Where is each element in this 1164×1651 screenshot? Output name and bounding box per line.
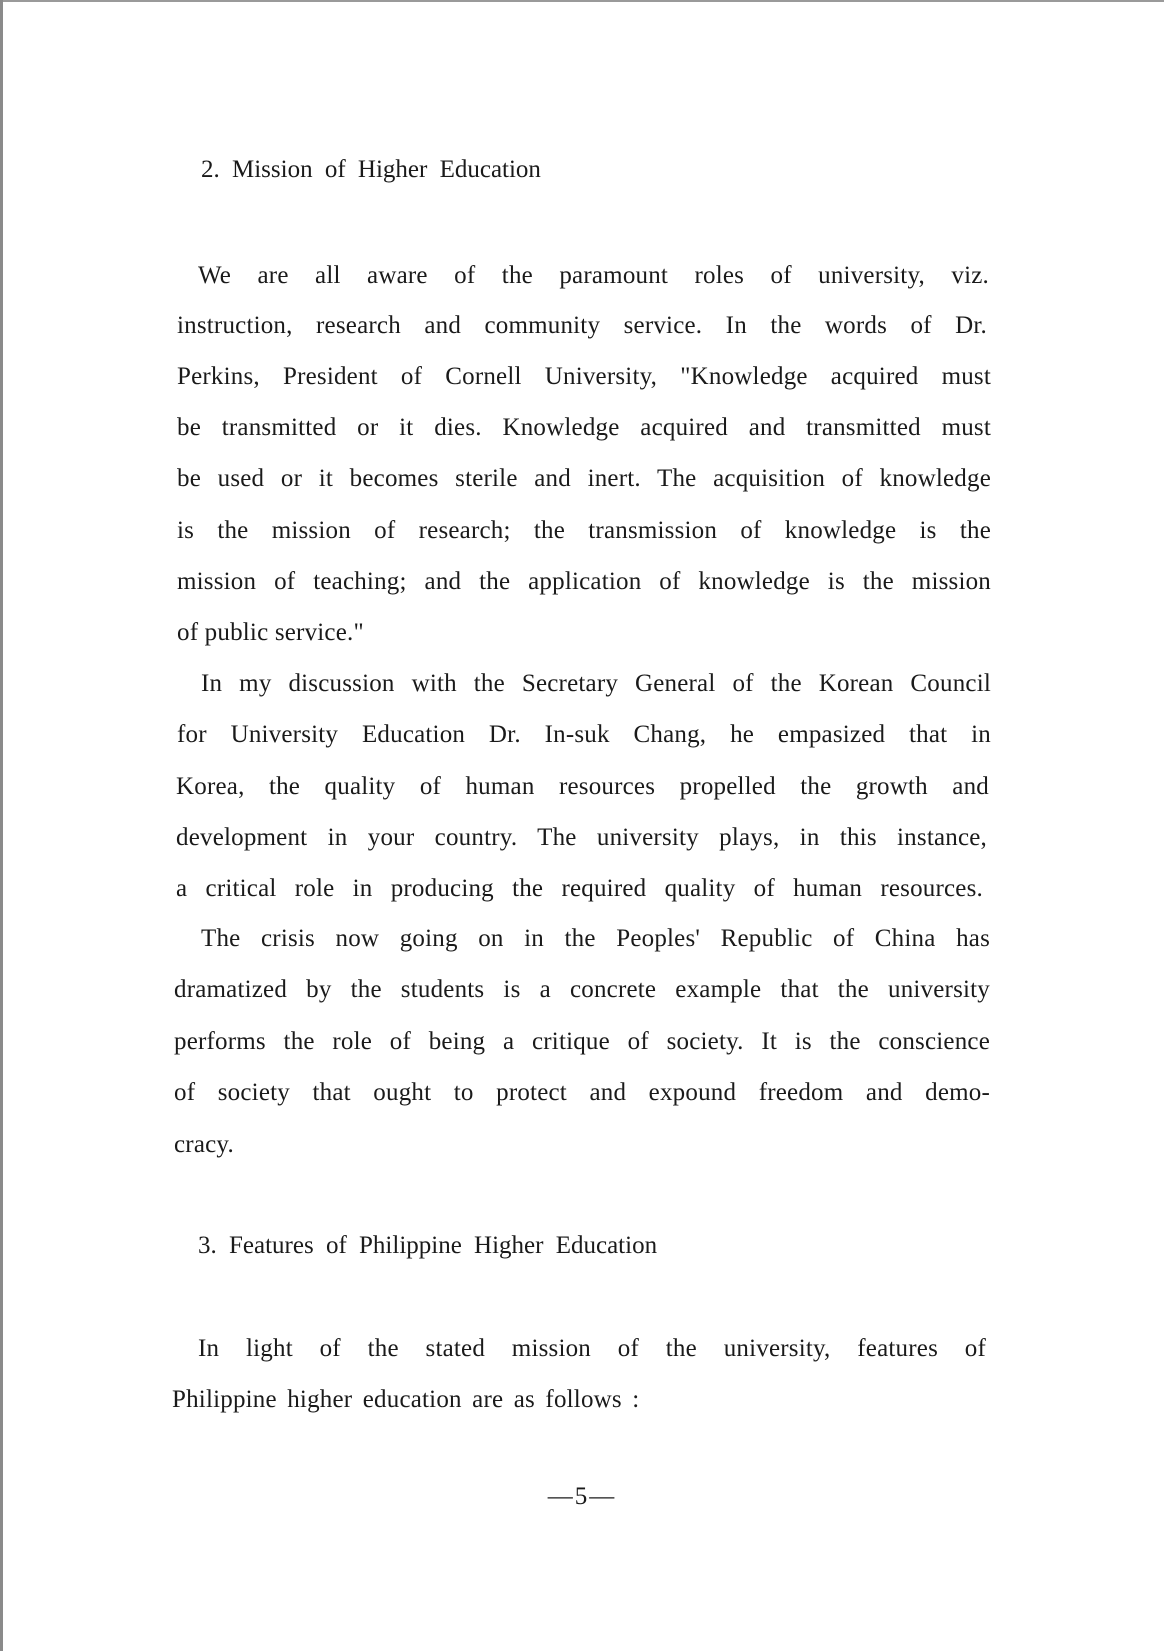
- paragraph-line: Perkins, President of Cornell University, "Knowledge acquired must: [177, 363, 991, 390]
- page-number: —5—: [547, 1483, 617, 1510]
- paragraph-line: We are all aware of the paramount roles of university, viz.: [198, 262, 989, 289]
- paragraph-line: instruction, research and community service. In the words of Dr.: [177, 312, 987, 339]
- paragraph-line: a critical role in producing the required quality of human resources.: [176, 875, 983, 902]
- paragraph-line: The crisis now going on in the Peoples' Republic of China has: [201, 925, 990, 952]
- paragraph-line: of society that ought to protect and expound freedom and demo-: [174, 1079, 990, 1106]
- paragraph-line: Korea, the quality of human resources propelled the growth and: [176, 773, 989, 800]
- paragraph-line: performs the role of being a critique of society. It is the conscience: [174, 1028, 990, 1055]
- page-top-edge: [0, 0, 1164, 2]
- paragraph-line: In my discussion with the Secretary General of the Korean Council: [201, 670, 991, 697]
- paragraph-line: In light of the stated mission of the university, features of: [198, 1335, 986, 1362]
- paragraph-line: dramatized by the students is a concrete example that the university: [174, 976, 990, 1003]
- section-heading-mission: 2. Mission of Higher Education: [201, 156, 541, 183]
- paragraph-line: for University Education Dr. In-suk Chang, he empasized that in: [177, 721, 991, 748]
- paragraph-line: be transmitted or it dies. Knowledge acquired and transmitted must: [177, 414, 991, 441]
- paragraph-line: is the mission of research; the transmission of knowledge is the: [177, 517, 991, 544]
- section-heading-features: 3. Features of Philippine Higher Education: [198, 1232, 658, 1259]
- paragraph-line: of public service.": [177, 619, 364, 646]
- page-left-edge: [0, 0, 3, 1651]
- paragraph-line: cracy.: [174, 1131, 234, 1158]
- paragraph-line: mission of teaching; and the application of knowledge is the mission: [177, 568, 991, 595]
- paragraph-line: be used or it becomes sterile and inert. The acquisition of knowledge: [177, 465, 991, 492]
- paragraph-line: development in your country. The university plays, in this instance,: [176, 824, 987, 851]
- paragraph-line: Philippine higher education are as follows :: [172, 1386, 640, 1413]
